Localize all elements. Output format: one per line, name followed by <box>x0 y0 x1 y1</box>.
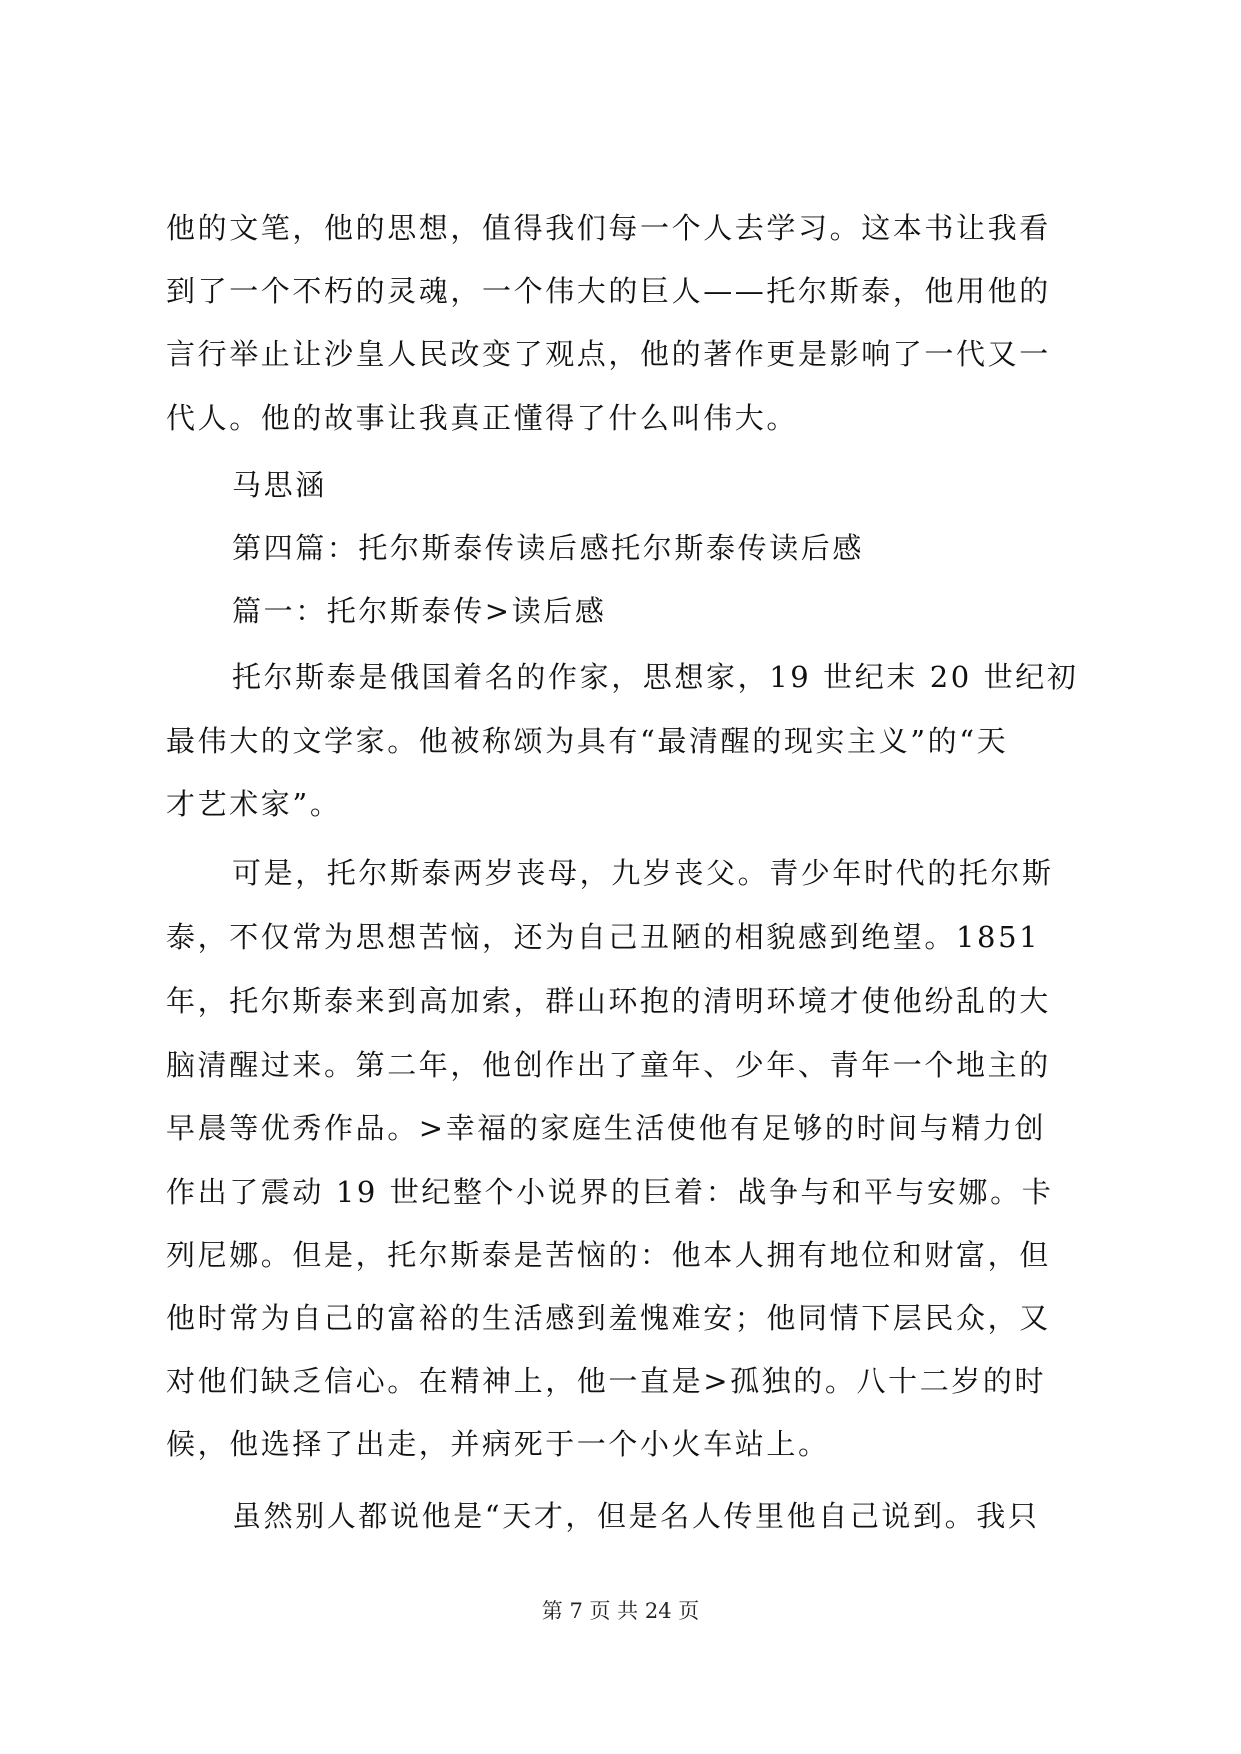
paragraph-line: 他时常为自己的富裕的生活感到羞愧难安；他同情下层民众，又 <box>166 1301 1051 1335</box>
paragraph-line: 早晨等优秀作品。>幸福的家庭生活使他有足够的时间与精力创 <box>166 1111 1047 1145</box>
paragraph-line: 最伟大的文学家。他被称颂为具有“最清醒的现实主义”的“天 <box>166 724 1009 758</box>
section-heading: 第四篇：托尔斯泰传读后感托尔斯泰传读后感 <box>232 531 865 565</box>
paragraph-line: 到了一个不朽的灵魂，一个伟大的巨人——托尔斯泰，他用他的 <box>166 274 1051 308</box>
paragraph-line: 他的文笔，他的思想，值得我们每一个人去学习。这本书让我看 <box>166 211 1051 245</box>
paragraph-line: 才艺术家”。 <box>166 787 342 821</box>
paragraph-line: 虽然别人都说他是“天才，但是名人传里他自己说到。我只 <box>232 1499 1040 1533</box>
paragraph-line: 脑清醒过来。第二年，他创作出了童年、少年、青年一个地主的 <box>166 1048 1051 1082</box>
page-number-footer: 第 7 页 共 24 页 <box>541 1599 700 1623</box>
author-name: 马思涵 <box>232 468 327 502</box>
paragraph-line: 列尼娜。但是，托尔斯泰是苦恼的：他本人拥有地位和财富，但 <box>166 1238 1051 1272</box>
paragraph-line: 言行举止让沙皇人民改变了观点，他的著作更是影响了一代又一 <box>166 337 1051 371</box>
paragraph-line: 托尔斯泰是俄国着名的作家，思想家，19 世纪末 20 世纪初 <box>232 660 1079 694</box>
paragraph-line: 对他们缺乏信心。在精神上，他一直是>孤独的。八十二岁的时 <box>166 1364 1047 1398</box>
paragraph-line: 泰，不仅常为思想苦恼，还为自己丑陋的相貌感到绝望。1851 <box>166 920 1041 954</box>
paragraph-line: 代人。他的故事让我真正懂得了什么叫伟大。 <box>166 401 799 435</box>
paragraph-line: 候，他选择了出走，并病死于一个小火车站上。 <box>166 1427 830 1461</box>
paragraph-line: 作出了震动 19 世纪整个小说界的巨着：战争与和平与安娜。卡 <box>166 1175 1054 1209</box>
subsection-heading: 篇一：托尔斯泰传>读后感 <box>232 594 607 628</box>
paragraph-line: 可是，托尔斯泰两岁丧母，九岁丧父。青少年时代的托尔斯 <box>232 856 1054 890</box>
paragraph-line: 年，托尔斯泰来到高加索，群山环抱的清明环境才使他纷乱的大 <box>166 984 1051 1018</box>
